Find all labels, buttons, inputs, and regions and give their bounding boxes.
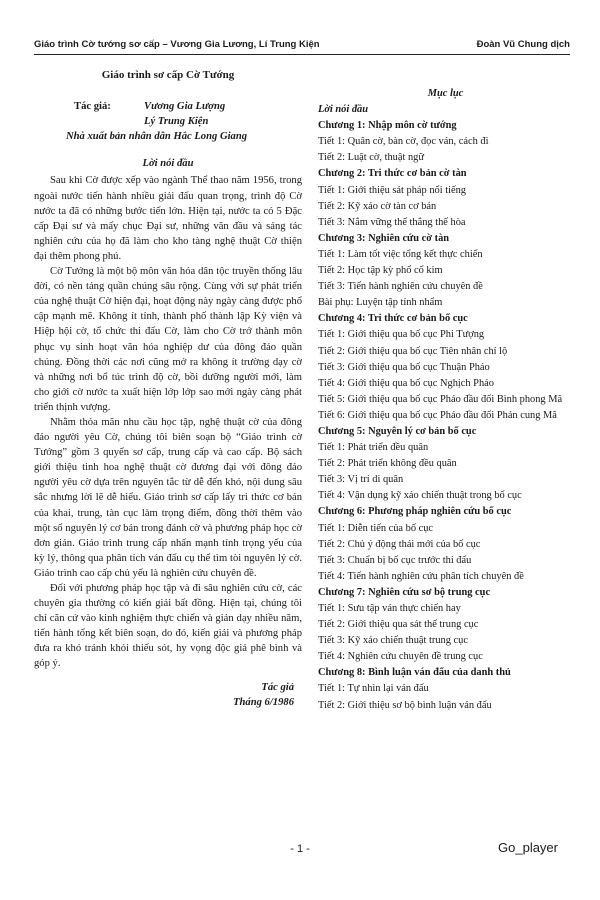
toc-entry: Tiết 4: Tiến hành nghiên cứu phân tích chuyên đề — [318, 570, 524, 582]
toc-entry: Tiết 1: Tự nhìn lại ván đấu — [318, 683, 429, 695]
preface-paragraph: Cờ Tướng là một bộ môn văn hóa dân tộc truyền thống lâu đời, có nền tảng quần chúng sâu rộng. Cùng với sự phát triển của nghệ thuật Cờ hiện đại, hoạt động này ngày càng được phổ cập mạnh mẽ. Không ít tỉnh, thành phố thành lập Kỳ viện và Hiệp hội cờ, tổ chức thi đấu Cờ, làm cho Cờ trở thành môn phục vụ sinh hoạt văn hóa nghiệp dư của đông đảo quần chúng. Đồng thời các nơi cũng mở ra không ít trường dạy cờ và những nơi bổ túc trình độ cờ, bồi dưỡng người mới, làm cho giới cờ nước ta xuất hiện lớp lớp sao mới ngày càng phát triển thịnh vượng. — [34, 266, 302, 413]
toc-entry: Tiết 3: Nắm vững thế thắng thế hòa — [318, 216, 466, 228]
toc-chapter-title: Chương 7: Nghiên cứu sơ bộ trung cục — [318, 586, 491, 598]
toc-chapter-title: Chương 3: Nghiên cứu cờ tàn — [318, 232, 450, 244]
toc-chapter-title: Chương 2: Tri thức cơ bản cờ tàn — [318, 168, 467, 180]
preface-title: Lời nói đầu — [142, 158, 194, 170]
toc-entry: Tiết 1: Giới thiệu qua bố cục Phi Tượng — [318, 329, 485, 341]
toc-entry: Tiết 4: Vận dụng kỹ xảo chiến thuật trong bố cục — [318, 490, 522, 502]
toc-entry: Tiết 2: Giới thiệu qua sát thế trung cục — [318, 619, 479, 631]
toc-entry: Tiết 3: Giới thiệu qua bố cục Thuận Pháo — [318, 361, 490, 373]
toc-title: Mục lục — [427, 88, 464, 99]
toc-chapter-title: Chương 1: Nhập môn cờ tướng — [318, 120, 457, 132]
author-label: Tác giả: — [74, 101, 111, 113]
toc-chapter-title: Chương 6: Phương pháp nghiên cứu bố cục — [318, 506, 512, 518]
toc-entry: Tiết 1: Phát triển đều quân — [318, 442, 429, 454]
preface-paragraph: Nhằm thỏa mãn nhu cầu học tập, nghệ thuật cờ của đông đảo người yêu Cờ, chúng tôi biên soạn bộ “Giáo trình cờ Tướng” gồm 3 quyển sơ cấp, trung cấp và cao cấp. Bộ sách giới thiệu tinh hoa nghệ thuật cờ đương đại với đông đảo người yêu cờ dựa trên nguyên tắc từ dễ đến khó, nội dung sâu sắc nhưng lời lẽ dễ hiểu. Giáo trình sơ cấp lấy tri thức cơ bản của khai, trung, tàn cục làm trọng điểm, đồng thời thêm vào một số nguyên lý cơ bản trong đánh cờ và phương pháp học cờ đơn giản. Giáo trình trung cấp nhấn mạnh tính trọng yếu của kỳ lý, thông qua phân tích ván đấu cụ thể tìm tòi nguyên lý cờ. Giáo trình cao cấp chủ yếu là nghiên cứu chuyên đề. — [34, 416, 302, 579]
toc-entry: Tiết 2: Giới thiệu sơ bộ bình luận ván đấu — [318, 699, 492, 711]
toc-chapter-title: Chương 4: Tri thức cơ bản bố cục — [318, 313, 468, 325]
toc-entry: Tiết 2: Luật cờ, thuật ngữ — [318, 152, 424, 164]
toc-entry: Tiết 3: Kỹ xảo chiến thuật trung cục — [318, 635, 468, 647]
toc-preface-entry: Lời nói đầu — [318, 104, 369, 116]
toc-entry: Tiết 1: Giới thiệu sát pháp nổi tiếng — [318, 184, 466, 196]
toc-entry: Tiết 1: Làm tốt việc tổng kết thực chiến — [318, 248, 483, 260]
toc-entry: Tiết 2: Học tập kỳ phổ cổ kim — [318, 265, 443, 277]
author-1: Vương Gia Lượng — [144, 101, 226, 113]
toc-entry: Tiết 3: Vị trí di quân — [318, 474, 404, 486]
toc-entry: Tiết 4: Giới thiệu qua bố cục Nghịch Pháo — [318, 377, 494, 389]
toc-entry: Tiết 2: Kỹ xảo cờ tàn cơ bản — [318, 200, 437, 212]
toc-entry: Tiết 6: Giới thiệu qua bố cục Pháo đầu đối Phản cung Mã — [318, 409, 557, 421]
toc-entry: Tiết 1: Quân cờ, bàn cờ, đọc ván, cách đi — [318, 136, 489, 148]
toc-chapter-title: Chương 5: Nguyên lý cơ bản bố cục — [318, 425, 477, 437]
toc-chapter-list — [318, 118, 573, 713]
toc-entry: Tiết 3: Tiến hành nghiên cứu chuyên đề — [318, 281, 483, 293]
toc-entry: Tiết 3: Chuẩn bị bố cục trước thi đấu — [318, 554, 472, 566]
preface-signature — [34, 680, 302, 710]
page-header — [34, 30, 570, 55]
toc-entry: Tiết 1: Sưu tập ván thực chiến hay — [318, 603, 461, 614]
header-book-title: Giáo trình Cờ tướng sơ cấp – Vương Gia Lương, Lí Trung Kiện — [34, 39, 320, 50]
preface-paragraph: Đối với phương pháp học tập và đi sâu nghiên cứu cờ, các chuyên gia thường có kiến giải bất đồng. Hiện tại, chúng tôi chỉ căn cứ vào kinh nghiệm thực chiến và giản dạy nhiều năm, tiến hành tổng kết biên soạn, do đó, kiến giải và phương pháp đưa ra khó tránh khỏi thiếu sót, hy vọng độc giả phê bình và góp ý. — [34, 583, 302, 670]
toc-entry: Tiết 1: Diễn tiến của bố cục — [318, 522, 434, 534]
signature-date: Tháng 6/1986 — [233, 696, 294, 708]
toc-entry: Tiết 2: Giới thiệu qua bố cục Tiên nhân chỉ lộ — [318, 345, 508, 357]
book-title: Giáo trình sơ cấp Cờ Tướng — [101, 69, 235, 81]
signature-author: Tác giả — [261, 681, 294, 693]
uploader-tag: Go_player — [498, 840, 558, 855]
toc-entry: Tiết 2: Phát triển không đều quân — [318, 458, 457, 470]
toc-entry: Bài phụ: Luyện tập tính nhẩm — [318, 297, 443, 309]
toc-chapter-title: Chương 8: Bình luận ván đấu của danh thủ — [318, 667, 511, 679]
left-column — [34, 68, 302, 710]
table-of-contents — [318, 86, 573, 714]
book-meta — [66, 99, 302, 144]
author-2: Lý Trung Kiện — [144, 116, 209, 128]
preface-paragraph: Sau khi Cờ được xếp vào ngành Thể thao năm 1956, trong ngoài nước tiến hành nhiều giải đấu quan trọng, trình độ Cờ nước ta đã có những bước tiến lớn. Hiện tại, nước ta có 5 Đặc cấp Đại sư và mấy chục Đại sư, những văn đầu và sáng tác nghiên cứu của họ đã làm cho kho tàng nghệ thuật Cờ thiện đại thêm phong phú. — [34, 175, 302, 262]
publisher: Nhà xuất bản nhân dân Hắc Long Giang — [66, 131, 248, 143]
toc-entry: Tiết 2: Chủ ý động thái mới của bố cục — [318, 538, 481, 550]
toc-entry: Tiết 5: Giới thiệu qua bố cục Pháo đầu đối Bình phong Mã — [318, 393, 563, 405]
header-translator: Đoàn Vũ Chung dịch — [476, 39, 570, 50]
page-number: - 1 - — [290, 843, 310, 855]
toc-entry: Tiết 4: Nghiên cứu chuyên đề trung cục — [318, 651, 483, 663]
